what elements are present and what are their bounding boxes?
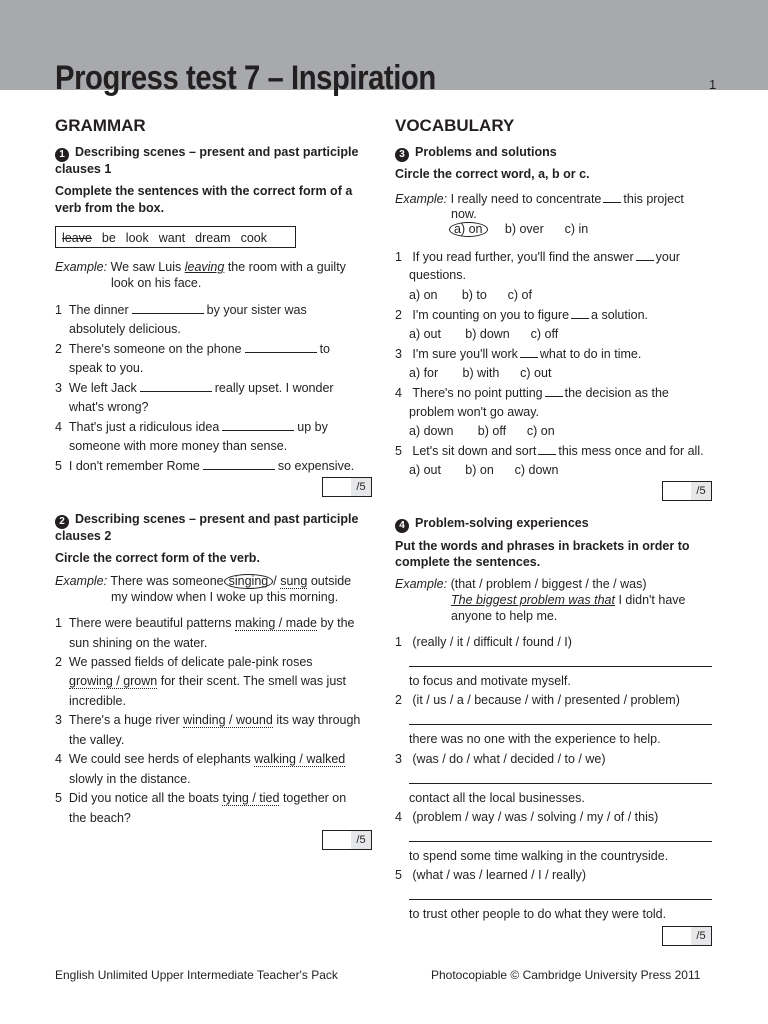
ex1-item-3-cont: what's wrong? [69, 400, 149, 414]
word-box-item: dream [195, 231, 231, 245]
word-box-item: want [158, 231, 186, 245]
ex1-example: Example: We saw Luis leaving the room with a guilty [55, 260, 346, 274]
ex1-instruction: Complete the sentences with the correct form of a [55, 184, 353, 198]
ex3-item-1: 1 If you read further, you'll find the answer your [395, 250, 680, 264]
ex4-item-1-cont: to focus and motivate myself. [409, 674, 571, 688]
ex1-example-line2: look on his face. [111, 276, 202, 290]
ex1-item-4: 4 That's just a ridiculous idea up by [55, 420, 328, 434]
answer-line[interactable] [409, 899, 712, 900]
ex3-example-line2: now. [451, 207, 477, 221]
ex4-item-2-cont: there was no one with the experience to help. [409, 732, 661, 746]
page-number: 1 [709, 77, 717, 92]
ex3-item-5-options[interactable]: a) out b) on c) down [409, 463, 559, 477]
ex4-instruction: Put the words and phrases in brackets in order to [395, 539, 690, 553]
ex4-title: 4 Problem-solving experiences [395, 516, 589, 533]
ex3-item-3: 3 I'm sure you'll work what to do in time. [395, 347, 642, 361]
ex1-score-box[interactable] [322, 477, 372, 497]
footer-left: English Unlimited Upper Intermediate Teacher's Pack [55, 968, 338, 982]
ex2-item-4-cont: slowly in the distance. [69, 772, 191, 786]
ex4-example: Example: (that / problem / biggest / the / was) [395, 577, 647, 591]
ex3-example-options: a) on b) over c) in [449, 222, 588, 237]
ex3-title: 3 Problems and solutions [395, 145, 557, 162]
answer-blank[interactable] [140, 380, 212, 392]
answer-line[interactable] [409, 841, 712, 842]
answer-line[interactable] [409, 783, 712, 784]
ex4-item-4: 4 (problem / way / was / solving / my / of / this) [395, 810, 659, 824]
ex4-instruction-line2: complete the sentences. [395, 555, 541, 569]
ex3-item-2-options[interactable]: a) out b) down c) off [409, 327, 559, 341]
ex3-number-badge: 3 [395, 148, 409, 162]
score-input[interactable] [663, 927, 692, 945]
ex3-example: Example: I really need to concentrate this project [395, 192, 684, 206]
ex1-number-badge: 1 [55, 148, 69, 162]
ex3-item-4-options[interactable]: a) down b) off c) on [409, 424, 555, 438]
ex1-item-5: 5 I don't remember Rome so expensive. [55, 459, 355, 473]
score-total: /5 [691, 927, 711, 945]
ex2-item-5: 5 Did you notice all the boats tying / tied together on [55, 791, 347, 805]
score-input[interactable] [663, 482, 692, 500]
score-total: /5 [351, 478, 371, 496]
ex2-item-5-cont: the beach? [69, 811, 131, 825]
ex2-score-box[interactable] [322, 830, 372, 850]
ex3-item-4-cont: problem won't go away. [409, 405, 539, 419]
answer-line[interactable] [409, 724, 712, 725]
ex1-example-answer: leaving [184, 260, 225, 274]
ex3-example-circled: a) on [449, 222, 488, 237]
ex3-item-4: 4 There's no point putting the decision as the [395, 386, 669, 400]
ex4-example-answer: The biggest problem was that [451, 593, 615, 607]
ex4-item-4-cont: to spend some time walking in the countryside. [409, 849, 669, 863]
ex2-option-pair[interactable]: growing / grown [69, 674, 158, 688]
ex2-item-2: 2 We passed fields of delicate pale-pink roses [55, 655, 313, 669]
word-box-item: be [101, 231, 116, 245]
answer-blank[interactable] [203, 458, 275, 470]
word-box-item: leave [62, 231, 92, 245]
ex2-title: 2 Describing scenes – present and past participle [55, 512, 358, 529]
ex4-example-line3: anyone to help me. [451, 609, 558, 623]
ex1-item-1: 1 The dinner by your sister was [55, 303, 307, 317]
score-total: /5 [691, 482, 711, 500]
answer-blank[interactable] [245, 341, 317, 353]
ex1-title: 1 Describing scenes – present and past participle [55, 145, 358, 162]
ex3-instruction: Circle the correct word, a, b or c. [395, 167, 590, 181]
ex2-item-1-cont: sun shining on the water. [69, 636, 208, 650]
ex1-instruction-line2: verb from the box. [55, 201, 165, 215]
ex2-option-pair[interactable]: winding / wound [183, 713, 273, 727]
grammar-heading: GRAMMAR [55, 116, 146, 135]
ex2-item-3: 3 There's a huge river winding / wound its way through [55, 713, 361, 727]
ex2-title-line2: clauses 2 [55, 529, 112, 543]
ex3-score-box[interactable] [662, 481, 712, 501]
ex4-item-5-cont: to trust other people to do what they were told. [409, 907, 667, 921]
ex2-option-pair[interactable]: tying / tied [222, 791, 280, 805]
ex2-item-2-cont: growing / grown for their scent. The smell was just [69, 674, 346, 688]
ex1-item-3: 3 We left Jack really upset. I wonder [55, 381, 334, 395]
ex4-item-3: 3 (was / do / what / decided / to / we) [395, 752, 606, 766]
ex1-item-1-cont: absolutely delicious. [69, 322, 181, 336]
ex2-option-pair[interactable]: walking / walked [254, 752, 346, 766]
ex1-item-4-cont: someone with more money than sense. [69, 439, 288, 453]
ex1-item-2-cont: speak to you. [69, 361, 144, 375]
ex4-item-5: 5 (what / was / learned / I / really) [395, 868, 587, 882]
ex2-item-1: 1 There were beautiful patterns making / made by the [55, 616, 355, 630]
ex2-example-line2: my window when I woke up this morning. [111, 590, 339, 604]
answer-blank[interactable] [222, 419, 294, 431]
ex4-item-2: 2 (it / us / a / because / with / presented / problem) [395, 693, 680, 707]
score-input[interactable] [323, 831, 352, 849]
score-input[interactable] [323, 478, 352, 496]
footer-right: Photocopiable © Cambridge University Press 2011 [431, 968, 701, 982]
ex4-item-1: 1 (really / it / difficult / found / I) [395, 635, 572, 649]
ex3-item-1-cont: questions. [409, 268, 466, 282]
ex4-item-3-cont: contact all the local businesses. [409, 791, 585, 805]
ex3-item-5: 5 Let's sit down and sort this mess once and for all. [395, 444, 704, 458]
ex2-item-2-cont2: incredible. [69, 694, 126, 708]
ex4-number-badge: 4 [395, 519, 409, 533]
page-title: Progress test 7 – Inspiration [55, 59, 436, 97]
score-total: /5 [351, 831, 371, 849]
ex2-example: Example: There was someone singing / sung outside [55, 574, 352, 588]
ex4-example-line2: The biggest problem was that I didn't have [451, 593, 686, 607]
answer-blank[interactable] [132, 302, 204, 314]
ex2-example-circled: singing [224, 574, 274, 589]
word-box-item: cook [240, 231, 267, 245]
ex1-word-box [55, 226, 296, 248]
ex2-option-pair[interactable]: making / made [234, 616, 317, 630]
ex4-score-box[interactable] [662, 926, 712, 946]
ex2-instruction: Circle the correct form of the verb. [55, 551, 260, 565]
vocabulary-heading: VOCABULARY [395, 116, 515, 135]
ex3-item-2: 2 I'm counting on you to figure a solution. [395, 308, 649, 322]
ex3-item-3-options[interactable]: a) for b) with c) out [409, 366, 552, 380]
ex3-item-1-options[interactable]: a) on b) to c) of [409, 288, 532, 302]
ex1-item-2: 2 There's someone on the phone to [55, 342, 330, 356]
answer-line[interactable] [409, 666, 712, 667]
ex2-number-badge: 2 [55, 515, 69, 529]
word-box-item: look [125, 231, 149, 245]
ex2-item-3-cont: the valley. [69, 733, 125, 747]
ex2-item-4: 4 We could see herds of elephants walking / walked [55, 752, 346, 766]
ex1-title-line2: clauses 1 [55, 162, 112, 176]
